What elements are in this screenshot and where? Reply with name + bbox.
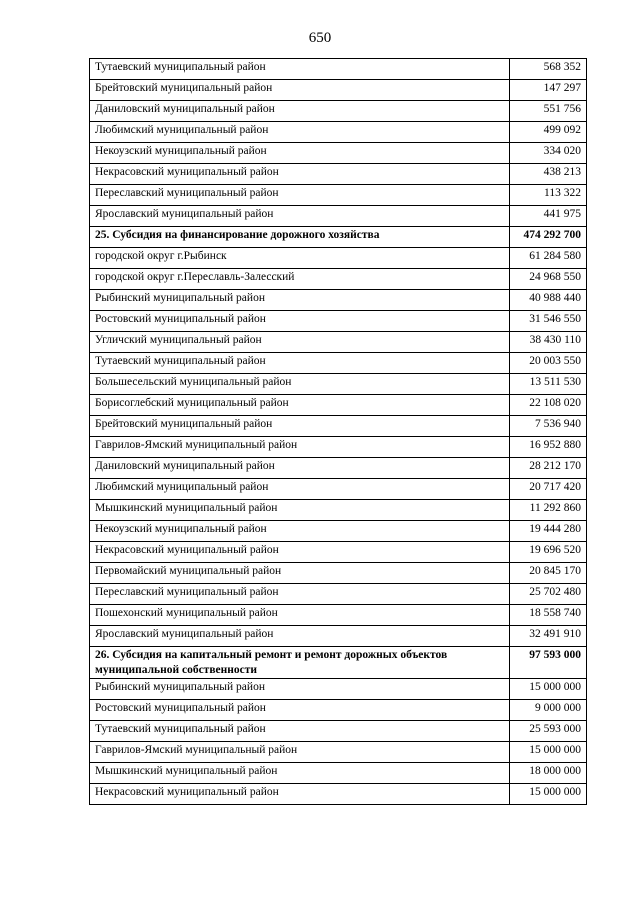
section-header-row [90,227,587,248]
amount-cell: 24 968 550 [510,269,587,290]
amount-cell: 147 297 [510,80,587,101]
table-row [90,395,587,416]
municipality-cell: городской округ г.Рыбинск [90,248,510,269]
amount-cell: 22 108 020 [510,395,587,416]
section-header-row [90,647,587,679]
municipality-cell: Некрасовский муниципальный район [90,784,510,805]
municipality-cell: Ростовский муниципальный район [90,700,510,721]
municipality-cell: Брейтовский муниципальный район [90,80,510,101]
municipality-cell: Рыбинский муниципальный район [90,679,510,700]
municipality-cell: Мышкинский муниципальный район [90,500,510,521]
amount-cell: 334 020 [510,143,587,164]
amount-cell: 28 212 170 [510,458,587,479]
amount-cell: 18 000 000 [510,763,587,784]
amount-cell: 11 292 860 [510,500,587,521]
table-row [90,332,587,353]
amount-cell: 499 092 [510,122,587,143]
table-row [90,542,587,563]
table-row [90,458,587,479]
municipality-cell: Переславский муниципальный район [90,584,510,605]
amount-cell: 40 988 440 [510,290,587,311]
subsidy-table-body [90,59,587,805]
amount-cell: 25 702 480 [510,584,587,605]
table-row [90,164,587,185]
amount-cell: 15 000 000 [510,784,587,805]
amount-cell: 7 536 940 [510,416,587,437]
amount-cell: 19 696 520 [510,542,587,563]
table-row [90,584,587,605]
amount-cell: 9 000 000 [510,700,587,721]
amount-cell: 20 717 420 [510,479,587,500]
municipality-cell: городской округ г.Переславль-Залесский [90,269,510,290]
municipality-cell: Тутаевский муниципальный район [90,59,510,80]
amount-cell: 19 444 280 [510,521,587,542]
section-total-cell: 474 292 700 [510,227,587,248]
section-title-cell: 26. Субсидия на капитальный ремонт и ремонт дорожных объектов муниципальной собственности [90,647,510,679]
municipality-cell: Некрасовский муниципальный район [90,164,510,185]
amount-cell: 18 558 740 [510,605,587,626]
amount-cell: 438 213 [510,164,587,185]
municipality-cell: Гаврилов-Ямский муниципальный район [90,742,510,763]
table-row [90,269,587,290]
amount-cell: 551 756 [510,101,587,122]
table-row [90,742,587,763]
amount-cell: 441 975 [510,206,587,227]
table-row [90,679,587,700]
table-row [90,101,587,122]
table-row [90,185,587,206]
table-row [90,143,587,164]
table-row [90,626,587,647]
amount-cell: 32 491 910 [510,626,587,647]
table-row [90,437,587,458]
municipality-cell: Большесельский муниципальный район [90,374,510,395]
table-row [90,521,587,542]
municipality-cell: Рыбинский муниципальный район [90,290,510,311]
amount-cell: 20 003 550 [510,353,587,374]
amount-cell: 568 352 [510,59,587,80]
table-row [90,784,587,805]
section-title-cell: 25. Субсидия на финансирование дорожного хозяйства [90,227,510,248]
municipality-cell: Ярославский муниципальный район [90,626,510,647]
amount-cell: 15 000 000 [510,679,587,700]
page-number: 650 [308,30,332,46]
municipality-cell: Любимский муниципальный район [90,122,510,143]
table-row [90,122,587,143]
municipality-cell: Переславский муниципальный район [90,185,510,206]
amount-cell: 38 430 110 [510,332,587,353]
amount-cell: 20 845 170 [510,563,587,584]
amount-cell: 15 000 000 [510,742,587,763]
table-row [90,311,587,332]
table-row [90,248,587,269]
table-row [90,374,587,395]
municipality-cell: Ярославский муниципальный район [90,206,510,227]
municipality-cell: Любимский муниципальный район [90,479,510,500]
amount-cell: 16 952 880 [510,437,587,458]
table-row [90,353,587,374]
amount-cell: 31 546 550 [510,311,587,332]
amount-cell: 13 511 530 [510,374,587,395]
amount-cell: 25 593 000 [510,721,587,742]
table-row [90,500,587,521]
municipality-cell: Даниловский муниципальный район [90,101,510,122]
table-row [90,80,587,101]
table-row [90,59,587,80]
table-row [90,206,587,227]
municipality-cell: Некоузский муниципальный район [90,521,510,542]
table-row [90,605,587,626]
table-row [90,700,587,721]
municipality-cell: Ростовский муниципальный район [90,311,510,332]
subsidy-table [89,58,587,805]
municipality-cell: Некоузский муниципальный район [90,143,510,164]
municipality-cell: Угличский муниципальный район [90,332,510,353]
amount-cell: 113 322 [510,185,587,206]
municipality-cell: Гаврилов-Ямский муниципальный район [90,437,510,458]
municipality-cell: Тутаевский муниципальный район [90,721,510,742]
municipality-cell: Мышкинский муниципальный район [90,763,510,784]
municipality-cell: Первомайский муниципальный район [90,563,510,584]
municipality-cell: Борисоглебский муниципальный район [90,395,510,416]
table-row [90,563,587,584]
section-total-cell: 97 593 000 [510,647,587,679]
table-row [90,416,587,437]
table-row [90,479,587,500]
municipality-cell: Пошехонский муниципальный район [90,605,510,626]
amount-cell: 61 284 580 [510,248,587,269]
municipality-cell: Тутаевский муниципальный район [90,353,510,374]
municipality-cell: Даниловский муниципальный район [90,458,510,479]
table-row [90,721,587,742]
municipality-cell: Брейтовский муниципальный район [90,416,510,437]
table-row [90,763,587,784]
municipality-cell: Некрасовский муниципальный район [90,542,510,563]
table-row [90,290,587,311]
